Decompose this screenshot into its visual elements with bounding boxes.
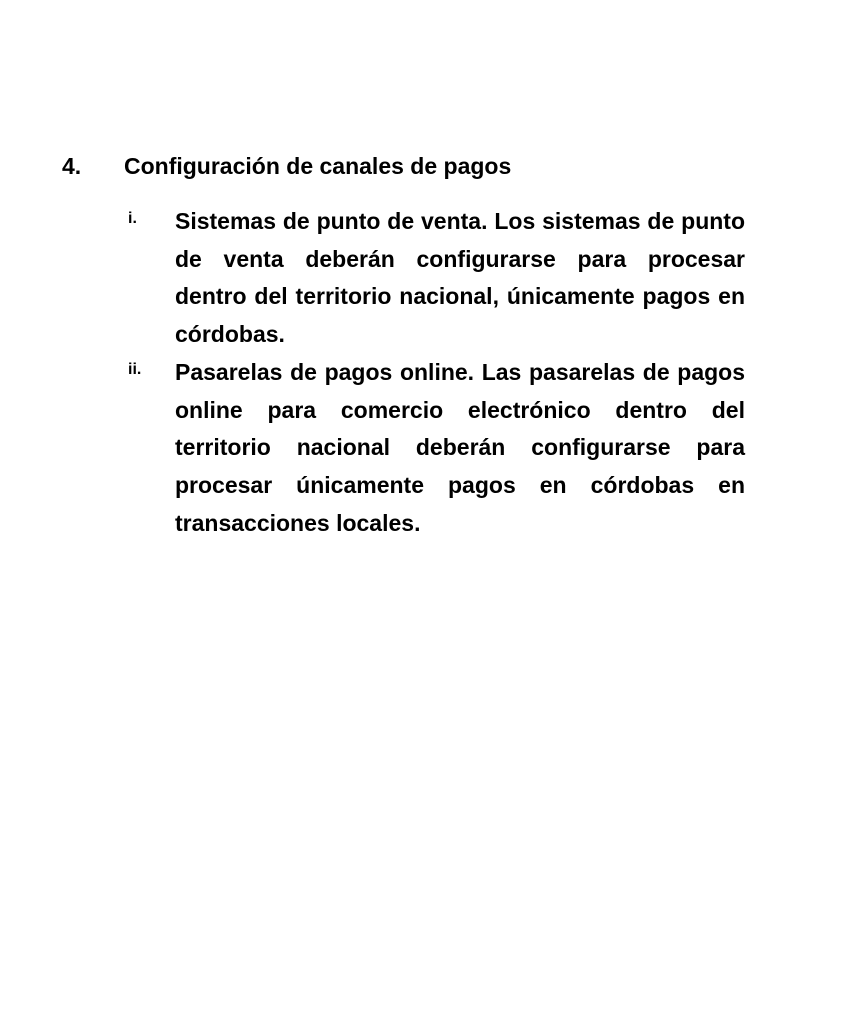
list-item-text: Pasarelas de pagos online. Las pasarelas de pagos online para comercio electrónico dentro del territorio nacional deberán configurarse para procesar únicamente pagos en córdobas en transacciones locales. bbox=[175, 359, 745, 536]
section-number: 4. bbox=[62, 153, 82, 179]
list-item-marker: ii. bbox=[128, 361, 142, 378]
list-item-marker: i. bbox=[128, 210, 137, 227]
list-item-text: Sistemas de punto de venta. Los sistemas de punto de venta deberán configurarse para procesar dentro del territorio nacional, únicamente pagos en córdobas. bbox=[175, 208, 745, 348]
section-title: Configuración de canales de pagos bbox=[124, 153, 512, 179]
section-heading bbox=[62, 152, 762, 180]
